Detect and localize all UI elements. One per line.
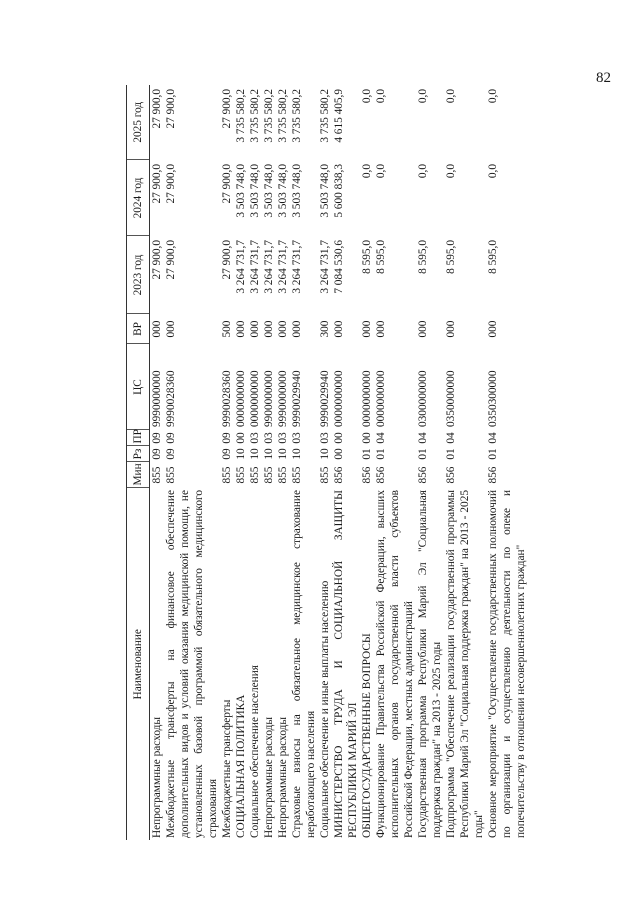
cell-vr: 000: [249, 320, 261, 338]
cell-min: 856: [417, 466, 429, 484]
cell-y2024: 0,0: [361, 164, 373, 179]
cell-y2023: 3 264 731,7: [277, 240, 289, 294]
header-2024: 2024 год: [127, 160, 150, 236]
cell-vr: 000: [361, 320, 373, 338]
header-2025: 2025 год: [127, 85, 150, 160]
cell-y2023: 8 595,0: [375, 240, 387, 274]
cell-min: 855: [249, 466, 261, 484]
cell-pr: 00: [333, 432, 345, 444]
cell-y2025: 27 900,0: [151, 89, 163, 129]
cell-y2023: 27 900,0: [151, 240, 163, 280]
cell-pr: 03: [291, 432, 303, 444]
cell-y2025: 3 735 580,2: [291, 89, 303, 143]
cell-y2024: 0,0: [445, 164, 457, 179]
cell-rz: 09: [165, 448, 177, 460]
cell-vr: 000: [291, 320, 303, 338]
table-header-row: [127, 85, 150, 840]
table-body: [150, 85, 529, 840]
cell-y2024: 3 503 748,0: [235, 164, 247, 218]
cell-name: ОБЩЕГОСУДАРСТВЕННЫЕ ВОПРОСЫ: [361, 633, 373, 838]
table-row: [248, 85, 262, 840]
cell-cs: 9990000000: [277, 370, 289, 427]
cell-y2024: 27 900,0: [221, 164, 233, 204]
cell-y2025: 3 735 580,2: [277, 89, 289, 143]
cell-y2023: 8 595,0: [487, 240, 499, 274]
cell-min: 855: [277, 466, 289, 484]
table-row: [220, 85, 234, 840]
cell-pr: 04: [375, 432, 387, 444]
cell-rz: 10: [249, 448, 261, 460]
cell-rz: 09: [221, 448, 233, 460]
cell-min: 855: [235, 466, 247, 484]
cell-rz: 10: [263, 448, 275, 460]
cell-vr: 000: [487, 320, 499, 338]
cell-name: Социальное обеспечение населения: [249, 665, 261, 838]
cell-y2025: 0,0: [445, 89, 457, 104]
cell-min: 855: [291, 466, 303, 484]
cell-y2023: 8 595,0: [445, 240, 457, 274]
table-row: [360, 85, 374, 840]
cell-pr: 00: [235, 432, 247, 444]
cell-cs: 0000000000: [333, 370, 345, 427]
header-min: Мин: [127, 462, 150, 488]
cell-y2024: 27 900,0: [151, 164, 163, 204]
cell-vr: 000: [445, 320, 457, 338]
cell-y2025: 0,0: [417, 89, 429, 104]
cell-rz: 01: [445, 448, 457, 460]
cell-y2025: 3 735 580,2: [249, 89, 261, 143]
cell-y2023: 7 084 530,6: [333, 240, 345, 294]
cell-y2023: 8 595,0: [361, 240, 373, 274]
cell-pr: 03: [277, 432, 289, 444]
cell-y2024: 3 503 748,0: [249, 164, 261, 218]
cell-cs: 0000000000: [249, 370, 261, 427]
cell-name: Непрограммные расходы: [151, 717, 163, 838]
cell-y2023: 3 264 731,7: [249, 240, 261, 294]
cell-min: 856: [333, 466, 345, 484]
cell-cs: 0350300000: [487, 370, 499, 427]
cell-cs: 9990029940: [319, 370, 331, 427]
cell-vr: 000: [263, 320, 275, 338]
cell-vr: 000: [375, 320, 387, 338]
cell-min: 856: [375, 466, 387, 484]
cell-pr: 09: [151, 432, 163, 444]
cell-cs: 0000000000: [235, 370, 247, 427]
header-name: Наименование: [127, 488, 150, 840]
table-row: [150, 85, 165, 840]
cell-y2024: 27 900,0: [165, 164, 177, 204]
cell-cs: 9900000000: [263, 370, 275, 427]
cell-y2023: 27 900,0: [221, 240, 233, 280]
cell-name: Непрограммные расходы: [277, 717, 289, 838]
cell-rz: 10: [235, 448, 247, 460]
cell-y2023: 8 595,0: [417, 240, 429, 274]
cell-vr: 000: [333, 320, 345, 338]
cell-cs: 0000000000: [361, 370, 373, 427]
cell-y2023: 3 264 731,7: [291, 240, 303, 294]
cell-min: 855: [151, 466, 163, 484]
cell-pr: 00: [361, 432, 373, 444]
cell-min: 856: [487, 466, 499, 484]
cell-vr: 000: [277, 320, 289, 338]
cell-y2023: 3 264 731,7: [235, 240, 247, 294]
cell-rz: 01: [361, 448, 373, 460]
cell-name: Основное мероприятие "Осуществление государственных полномочий по организации и осуществлению деятельности по опеке и попечительству в отношении несовершеннолетних граждан": [487, 490, 527, 838]
cell-y2025: 0,0: [375, 89, 387, 104]
cell-y2024: 0,0: [375, 164, 387, 179]
cell-pr: 04: [417, 432, 429, 444]
cell-min: 855: [263, 466, 275, 484]
page-number: 82: [596, 70, 611, 86]
cell-min: 855: [221, 466, 233, 484]
header-pr: ПР: [127, 430, 150, 446]
cell-rz: 10: [319, 448, 331, 460]
cell-rz: 01: [375, 448, 387, 460]
cell-y2025: 0,0: [487, 89, 499, 104]
header-2023: 2023 год: [127, 236, 150, 314]
table-row: [164, 85, 220, 840]
header-cs: ЦС: [127, 344, 150, 430]
cell-name: МИНИСТЕРСТВО ТРУДА И СОЦИАЛЬНОЙ ЗАЩИТЫ РЕСПУБЛИКИ МАРИЙ ЭЛ: [333, 490, 359, 838]
table-row: [374, 85, 416, 840]
table-row: [318, 85, 332, 840]
cell-name: Межбюджетные трансферты на финансовое обеспечение дополнительных видов и условий оказания медицинской помощи, не установленных базовой программой обязательного медицинского страхования: [165, 490, 219, 838]
cell-pr: 03: [249, 432, 261, 444]
cell-name: Подпрограмма "Обеспечение реализации государственной программы Республики Марий Эл "Социальная поддержка граждан" на 2013 - 2025 годы": [445, 490, 485, 838]
cell-vr: 000: [151, 320, 163, 338]
cell-y2024: 3 503 748,0: [277, 164, 289, 218]
cell-cs: 9990029940: [291, 370, 303, 427]
table-row: [444, 85, 486, 840]
cell-y2025: 3 735 580,2: [319, 89, 331, 143]
cell-cs: 9990000000: [151, 370, 163, 427]
cell-pr: 03: [263, 432, 275, 444]
cell-y2025: 27 900,0: [221, 89, 233, 129]
cell-rz: 01: [417, 448, 429, 460]
cell-name: СОЦИАЛЬНАЯ ПОЛИТИКА: [235, 694, 247, 838]
cell-pr: 09: [221, 432, 233, 444]
cell-y2024: 3 503 748,0: [319, 164, 331, 218]
cell-pr: 03: [319, 432, 331, 444]
cell-y2023: 3 264 731,7: [263, 240, 275, 294]
table-row: [290, 85, 318, 840]
cell-vr: 000: [235, 320, 247, 338]
table-row: [416, 85, 444, 840]
cell-y2025: 3 735 580,2: [235, 89, 247, 143]
cell-name: Социальное обеспечение и иные выплаты населению: [319, 580, 331, 838]
cell-name: Межбюджетные трансферты: [221, 699, 233, 838]
cell-y2023: 3 264 731,7: [319, 240, 331, 294]
cell-min: 855: [319, 466, 331, 484]
cell-name: Государственная программа Республики Марий Эл "Социальная поддержка граждан" на 2013 - 2025 годы: [417, 490, 443, 838]
cell-rz: 09: [151, 448, 163, 460]
header-vr: ВР: [127, 314, 150, 344]
cell-min: 856: [361, 466, 373, 484]
cell-y2025: 3 735 580,2: [263, 89, 275, 143]
table-row: [276, 85, 290, 840]
cell-min: 855: [165, 466, 177, 484]
cell-y2025: 0,0: [361, 89, 373, 104]
cell-cs: 9990028360: [221, 370, 233, 427]
cell-name: Функционирование Правительства Российской Федерации, высших исполнительных органов государственной власти субъектов Российской Федерации, местных администраций: [375, 490, 415, 838]
cell-y2025: 27 900,0: [165, 89, 177, 129]
cell-vr: 500: [221, 320, 233, 338]
cell-cs: 0000000000: [375, 370, 387, 427]
cell-rz: 00: [333, 448, 345, 460]
cell-cs: 0350000000: [445, 370, 457, 427]
cell-pr: 09: [165, 432, 177, 444]
cell-pr: 04: [487, 432, 499, 444]
cell-rz: 10: [277, 448, 289, 460]
cell-vr: 000: [165, 320, 177, 338]
rotated-table-container: [126, 85, 558, 840]
table-row: [262, 85, 276, 840]
cell-vr: 300: [319, 320, 331, 338]
cell-y2024: 0,0: [417, 164, 429, 179]
table-row: [332, 85, 360, 840]
cell-cs: 0300000000: [417, 370, 429, 427]
cell-rz: 10: [291, 448, 303, 460]
cell-min: 856: [445, 466, 457, 484]
table-row: [486, 85, 528, 840]
cell-name: Непрограммные расходы: [263, 717, 275, 838]
cell-vr: 000: [417, 320, 429, 338]
cell-name: Страховые взносы на обязательное медицинское страхование неработающего населения: [291, 490, 317, 838]
cell-y2025: 4 615 405,9: [333, 89, 345, 143]
cell-y2023: 27 900,0: [165, 240, 177, 280]
table-row: [234, 85, 248, 840]
cell-y2024: 0,0: [487, 164, 499, 179]
cell-pr: 04: [445, 432, 457, 444]
cell-y2024: 3 503 748,0: [291, 164, 303, 218]
cell-cs: 9990028360: [165, 370, 177, 427]
header-rz: Рз: [127, 446, 150, 462]
cell-y2024: 3 503 748,0: [263, 164, 275, 218]
cell-rz: 01: [487, 448, 499, 460]
cell-y2024: 5 600 838,3: [333, 164, 345, 218]
budget-table: [126, 85, 528, 840]
